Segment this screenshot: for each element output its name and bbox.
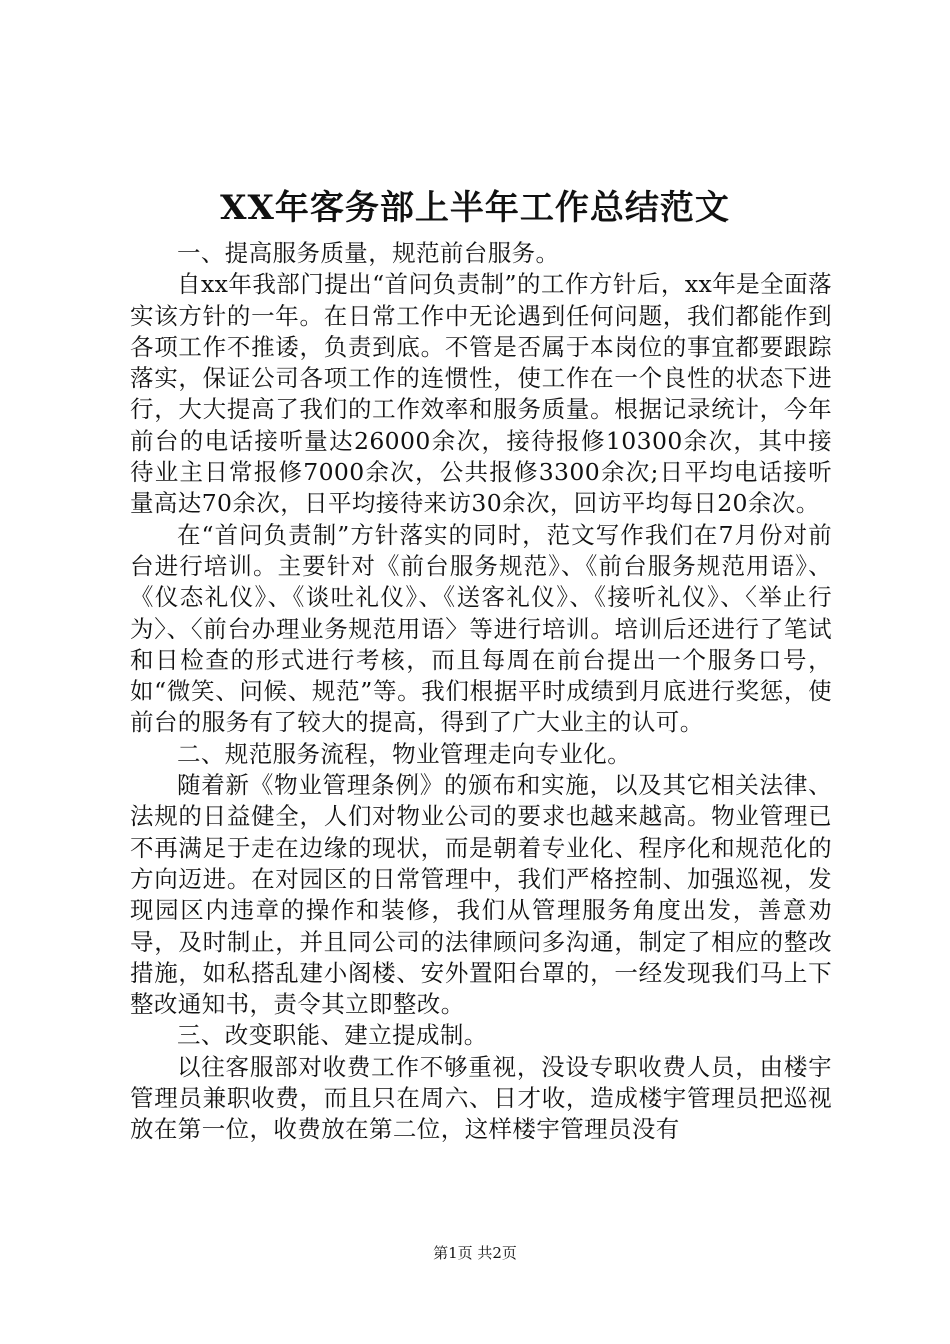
document-body <box>130 238 832 1146</box>
page-footer: 第1页 共2页 <box>433 1244 517 1262</box>
document-title: XX年客务部上半年工作总结范文 <box>220 188 730 228</box>
paragraph: 自xx年我部门提出“首问负责制”的工作方针后，xx年是全面落实该方针的一年。在日常工作中无论遇到任何问题，我们都能作到各项工作不推诿，负责到底。不管是否属于本岗位的事宜都要跟踪落实，保证公司各项工作的连惯性，使工作在一个良性的状态下进行，大大提高了我们的工作效率和服务质量。根据记录统计，今年前台的电话接听量达26000余次，接待报修10300余次，其中接待业主日常报修7000余次，公共报修3300余次;日平均电话接听量高达70余次，日平均接待来访30余次，回访平均每日20余次。 <box>130 270 832 518</box>
section-heading-1: 一、提高服务质量，规范前台服务。 <box>177 239 560 267</box>
section-heading-2: 二、规范服务流程，物业管理走向专业化。 <box>177 739 632 768</box>
paragraph: 以往客服部对收费工作不够重视，没设专职收费人员，由楼宇管理员兼职收费，而且只在周六、日才收，造成楼宇管理员把巡视放在第一位，收费放在第二位，这样楼宇管理员没有 <box>130 1052 832 1144</box>
paragraph: 在“首问负责制”方针落实的同时，范文写作我们在7月份对前台进行培训。主要针对《前台服务规范》、《前台服务规范用语》、《仪态礼仪》、《谈吐礼仪》、《送客礼仪》、《接听礼仪》、〈举止行为〉、〈前台办理业务规范用语〉等进行培训。培训后还进行了笔试和日检查的形式进行考核，而且每周在前台提出一个服务口号，如“微笑、问候、规范”等。我们根据平时成绩到月底进行奖惩，使前台的服务有了较大的提高，得到了广大业主的认可。 <box>130 520 832 737</box>
paragraph: 随着新《物业管理条例》的颁布和实施，以及其它相关法律、法规的日益健全，人们对物业公司的要求也越来越高。物业管理已不再满足于走在边缘的现状，而是朝着专业化、程序化和规范化的方向迈进。在对园区的日常管理中，我们严格控制、加强巡视，发现园区内违章的操作和装修，我们从管理服务角度出发，善意劝导，及时制止，并且同公司的法律顾问多沟通，制定了相应的整改措施，如私搭乱建小阁楼、安外置阳台罩的，一经发现我们马上下整改通知书，责令其立即整改。 <box>130 771 832 1019</box>
section-heading-3: 三、改变职能、建立提成制。 <box>177 1021 488 1050</box>
